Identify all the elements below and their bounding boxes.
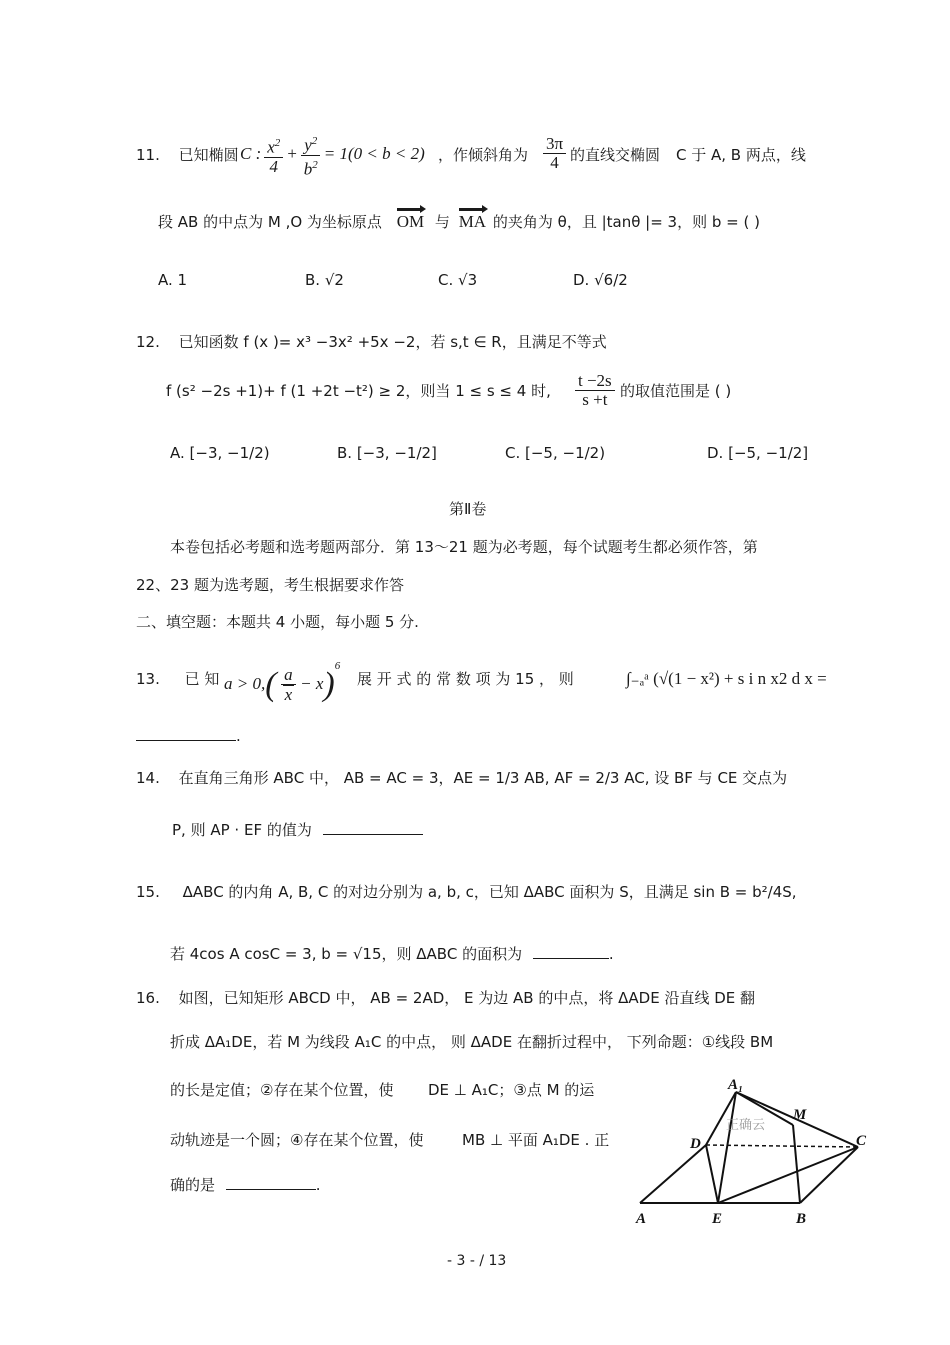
- q11-line1: [136, 145, 239, 165]
- q14-answer-blank[interactable]: [323, 820, 423, 835]
- q11-text4: C 于 A, B 两点，线: [676, 146, 806, 164]
- q11-text6: 与: [434, 213, 450, 231]
- q15-line2: [170, 944, 614, 964]
- q12-option-b: B. [−3, −1/2]: [337, 444, 437, 462]
- q11-text2: ，作倾斜角为: [438, 146, 529, 164]
- q16-line5: [170, 1175, 321, 1195]
- q12-option-c: C. [−5, −1/2): [505, 444, 606, 462]
- q13-binomial: a > 0,( $\frac{a}{x}$ − x)$^6$: [224, 660, 341, 705]
- q11-angle: $\frac{3\pi}{4}$: [540, 135, 569, 172]
- part2-title: 第Ⅱ卷: [449, 500, 487, 518]
- q13-answer-line: [136, 726, 241, 746]
- section-fill-in-header: 二、填空题：本题共 4 小题，每小题 5 分.: [136, 613, 419, 631]
- q15-text1: ΔABC 的内角 A, B, C 的对边分别为 a, b, c，已知 ΔABC 面积为 S，且满足 sin B = b²/4S,: [182, 883, 797, 901]
- q12-fraction: $\frac{t -2s}{s +t}$: [572, 372, 618, 409]
- part2-intro-line1: 本卷包括必考题和选考题两部分．第 13～21 题为必考题，每个试题考生都必须作答，第: [170, 538, 758, 556]
- q11-option-a: A. 1: [158, 271, 188, 289]
- q12-line1: [136, 332, 607, 352]
- q12-text1: 已知函数 f (x )= x³ −3x² +5x −2，若 s,t ∈ R，且满足不等式: [178, 333, 607, 351]
- q12-option-a: A. [−3, −1/2): [170, 444, 270, 462]
- q11-vector-om: OM: [397, 208, 424, 232]
- q11-option-c: C. √3: [438, 271, 478, 289]
- label-m: M: [793, 1107, 807, 1123]
- q13-tail: .: [236, 727, 241, 745]
- q11-vector-ma: MA: [459, 208, 486, 232]
- edge-mb: [793, 1125, 800, 1203]
- q16-line1: [136, 988, 755, 1008]
- q16-answer-blank[interactable]: [226, 1175, 316, 1190]
- label-d: D: [690, 1136, 701, 1152]
- q14-number: 14.: [136, 769, 160, 787]
- q11-ellipse-eq: C : $\frac{x^2}{4}$ + $\frac{y^2}{b^2}$ = 1(0 < b < 2): [240, 132, 425, 178]
- edge-ad: [640, 1145, 706, 1203]
- q11-text5: 段 AB 的中点为 M ,O 为坐标原点: [158, 213, 382, 231]
- label-a: A: [636, 1211, 647, 1227]
- edge-dc-hidden: [706, 1145, 858, 1147]
- q12-option-d: D. [−5, −1/2]: [707, 444, 809, 462]
- q16-line2: 折成 ΔA₁DE，若 M 为线段 A₁C 的中点， 则 ΔADE 在翻折过程中， 下列命题：①线段 BM: [170, 1033, 774, 1051]
- q13-number: 13.: [136, 670, 160, 688]
- watermark-text: 正确云: [726, 1118, 766, 1133]
- q15-tail: .: [608, 945, 614, 963]
- q12-text3: 的取值范围是 ( ): [620, 382, 732, 400]
- q14-text2: P, 则 AP · EF 的值为: [172, 821, 312, 839]
- edge-ec: [718, 1147, 858, 1203]
- q12-number: 12.: [136, 333, 160, 351]
- q14-line1: [136, 768, 787, 788]
- q16-line4b: MB ⊥ 平面 A₁DE . 正: [462, 1131, 610, 1149]
- q12-line2: [166, 381, 551, 401]
- q16-line4: 动轨迹是一个圆；④存在某个位置，使: [170, 1131, 424, 1149]
- q16-line3: 的长是定值；②存在某个位置，使: [170, 1081, 394, 1099]
- q16-line3b: DE ⊥ A₁C；③点 M 的运: [428, 1081, 595, 1099]
- label-c: C: [856, 1133, 867, 1149]
- q11-text7: 的夹角为 θ，且 |tanθ |= 3，则 b = ( ): [492, 213, 760, 231]
- edge-bc: [800, 1147, 858, 1203]
- q14-text1: 在直角三角形 ABC 中， AB = AC = 3，AE = 1/3 AB, AF = 2/3 AC, 设 BF 与 CE 交点为: [178, 769, 788, 787]
- q14-line2: [172, 820, 423, 840]
- q11-text1: 已知椭圆: [178, 146, 239, 164]
- q15-answer-blank[interactable]: [533, 944, 609, 959]
- q15-number: 15.: [136, 883, 160, 901]
- page-number: - 3 - / 13: [447, 1253, 507, 1269]
- q15-line1: [136, 882, 797, 902]
- q16-text5: 确的是: [170, 1176, 216, 1194]
- q11-text3: 的直线交椭圆: [570, 146, 661, 164]
- q12-text2: f (s² −2s +1)+ f (1 +2t −t²) ≥ 2，则当 1 ≤ s ≤ 4 时,: [166, 382, 551, 400]
- edge-de: [706, 1145, 718, 1203]
- q11-option-d: D. √6/2: [573, 271, 628, 289]
- q13-line: [136, 669, 219, 689]
- q16-tail: .: [315, 1176, 321, 1194]
- q11-number: 11.: [136, 146, 160, 164]
- q11-option-b: B. √2: [305, 271, 344, 289]
- label-e: E: [712, 1211, 723, 1227]
- q13-integral: ∫₋ₐᵃ (√(1 − x²) + s i n x2 d x =: [626, 669, 827, 688]
- label-b: B: [796, 1211, 807, 1227]
- q13-answer-blank[interactable]: [136, 726, 236, 741]
- q16-text1: 如图，已知矩形 ABCD 中， AB = 2AD， E 为边 AB 的中点，将 ΔADE 沿直线 DE 翻: [178, 989, 756, 1007]
- q11-line2: [158, 208, 760, 232]
- part2-intro-line2: 22、23 题为选考题，考生根据要求作答: [136, 576, 404, 594]
- q16-geometry-figure: [628, 1075, 873, 1230]
- q15-text2: 若 4cos A cosC = 3, b = √15，则 ΔABC 的面积为: [170, 945, 523, 963]
- q16-number: 16.: [136, 989, 160, 1007]
- q13-text1: 已 知: [184, 670, 220, 688]
- label-a1: A₁: [728, 1077, 744, 1093]
- q13-text2: 展 开 式 的 常 数 项 为 15 ， 则: [357, 670, 574, 688]
